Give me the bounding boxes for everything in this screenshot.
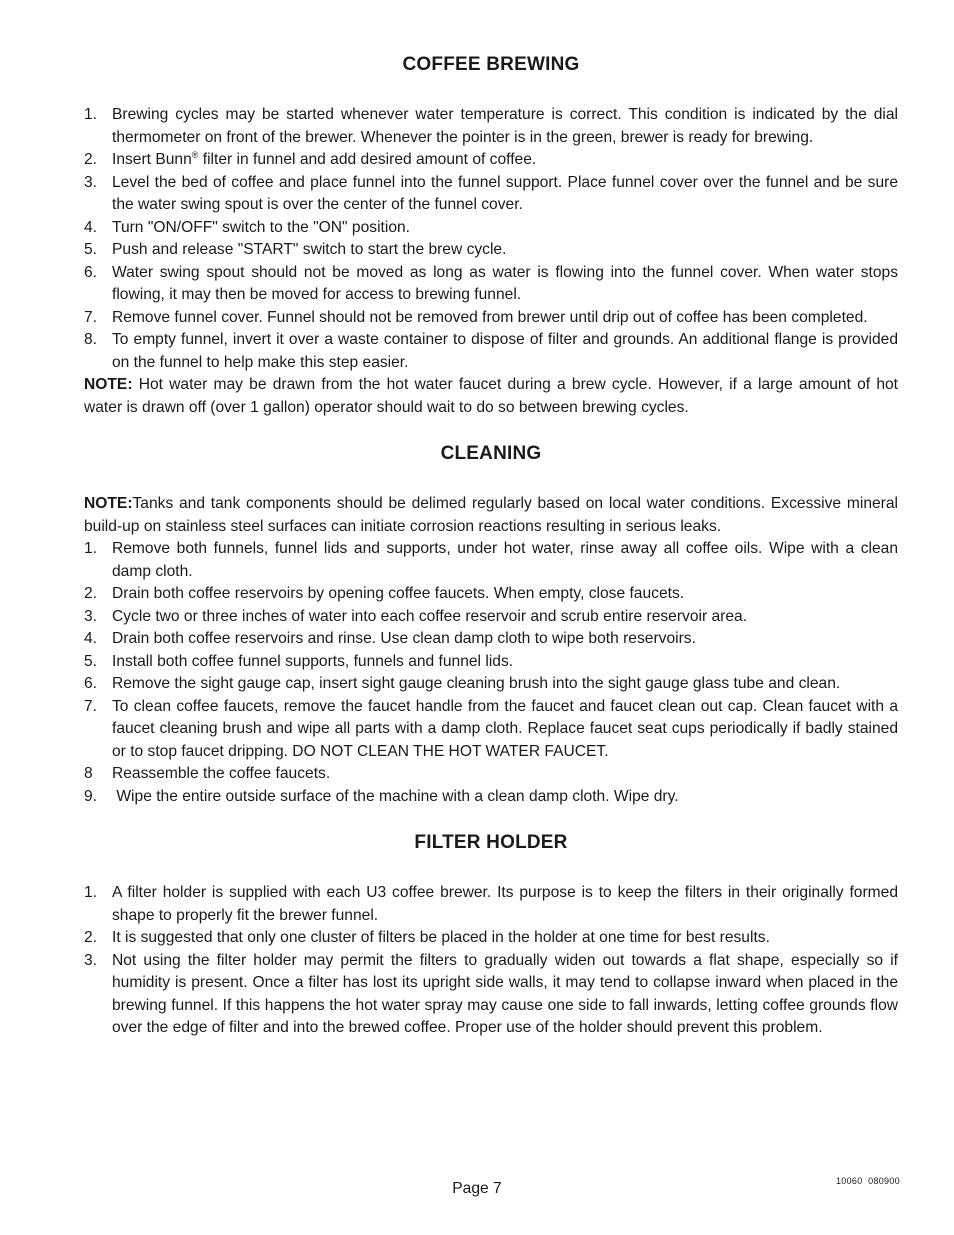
note-label: NOTE: (84, 495, 133, 512)
list-item (84, 763, 898, 786)
item-text: A filter holder is supplied with each U3 coffee brewer. Its purpose is to keep the filters in their originally formed shape to properly fit the brewer funnel. (112, 884, 898, 924)
section-coffee-brewing (84, 52, 898, 419)
list-item (84, 239, 898, 262)
list-item (84, 696, 898, 764)
item-number: 2. (84, 151, 98, 168)
list-item (84, 538, 898, 583)
item-number: 8 (84, 765, 93, 782)
item-number: 1. (84, 540, 98, 557)
section-filter-holder (84, 830, 898, 1040)
list-item (84, 149, 898, 172)
note-label: NOTE: (84, 376, 133, 393)
list-item (84, 217, 898, 240)
item-text: Drain both coffee reservoirs and rinse. Use clean damp cloth to wipe both reservoirs. (112, 630, 696, 647)
item-text: Water swing spout should not be moved as long as water is flowing into the funnel cover. When water stops flowing, it may then be moved for access to brewing funnel. (112, 263, 898, 303)
section-heading: CLEANING (440, 443, 542, 464)
item-text: Insert Bunn (112, 151, 192, 168)
item-text: filter in funnel and add desired amount of coffee. (198, 151, 537, 168)
item-text: Drain both coffee reservoirs by opening coffee faucets. When empty, close faucets. (112, 585, 685, 602)
list-item (84, 262, 898, 307)
item-text: Level the bed of coffee and place funnel into the funnel support. Place funnel cover over the funnel and be sure the water swing spout is over the center of the funnel cover. (112, 173, 898, 213)
page-number: Page 7 (452, 1180, 502, 1197)
item-text: Turn "ON/OFF" switch to the "ON" position. (112, 218, 411, 236)
item-text: To clean coffee faucets, remove the faucet handle from the faucet and faucet clean out cap. Clean faucet with a faucet cleaning brush and wipe all parts with a damp cloth. Replace faucet seat cups periodically if badly stained or to stop faucet dripping. DO NOT CLEAN THE HOT WATER FAUCET. (112, 697, 898, 760)
list-item (84, 329, 898, 374)
list-item (84, 606, 898, 629)
item-text: It is suggested that only one cluster of filters be placed in the holder at one time for best results. (112, 929, 770, 946)
list-item (84, 950, 898, 1040)
cleaning-steps-list (84, 538, 898, 808)
item-text: Reassemble the coffee faucets. (112, 765, 331, 782)
brewing-note (84, 374, 898, 419)
list-item (84, 307, 898, 330)
item-number: 4. (84, 218, 98, 236)
item-number: 8. (84, 331, 98, 348)
list-item (84, 172, 898, 217)
list-item (84, 882, 898, 927)
list-item (84, 673, 898, 696)
section-heading: FILTER HOLDER (414, 832, 568, 853)
list-item (84, 786, 898, 809)
item-number: 2. (84, 929, 98, 946)
item-number: 7. (84, 308, 98, 326)
item-number: 1. (84, 106, 98, 123)
cleaning-note (84, 493, 898, 538)
item-number: 5. (84, 241, 98, 258)
item-number: 4. (84, 630, 98, 647)
list-item (84, 583, 898, 606)
item-number: 5. (84, 652, 98, 670)
registered-mark: ® (191, 150, 199, 160)
item-text: Wipe the entire outside surface of the machine with a clean damp cloth. Wipe dry. (112, 787, 679, 805)
item-number: 6. (84, 263, 98, 281)
section-heading: COFFEE BREWING (402, 54, 580, 75)
item-text: Push and release "START" switch to start the brew cycle. (112, 241, 507, 258)
note-text: Hot water may be drawn from the hot water faucet during a brew cycle. However, if a large amount of hot water is drawn off (over 1 gallon) operator should wait to do so between brewing cycles. (84, 376, 898, 416)
item-text: Install both coffee funnel supports, funnels and funnel lids. (112, 652, 514, 670)
item-number: 3. (84, 607, 98, 625)
note-text: Tanks and tank components should be delimed regularly based on local water conditions. Excessive mineral build-up on stainless steel surfaces can initiate corrosion reactions resulting in serious leaks. (84, 495, 898, 535)
item-text: Brewing cycles may be started whenever water temperature is correct. This condition is indicated by the dial thermometer on front of the brewer. Whenever the pointer is in the green, brewer is ready for brewing. (112, 106, 898, 146)
item-number: 7. (84, 697, 98, 715)
list-item (84, 628, 898, 651)
item-text: Remove both funnels, funnel lids and supports, under hot water, rinse away all coffee oils. Wipe with a clean damp cloth. (112, 540, 898, 580)
item-number: 9. (84, 787, 98, 805)
item-number: 6. (84, 675, 98, 692)
section-cleaning (84, 441, 898, 808)
item-number: 2. (84, 585, 98, 602)
document-number: 10060 080900 (836, 1176, 900, 1186)
list-item (84, 104, 898, 149)
item-text: Not using the filter holder may permit the filters to gradually widen out towards a flat shape, especially so if humidity is present. Once a filter has lost its upright side walls, it may tend to collapse inward when placed in the brewing funnel. If this happens the hot water spray may cause one side to fall inwards, letting coffee grounds flow over the edge of filter and into the brewed coffee. Proper use of the holder should prevent this problem. (112, 951, 898, 1036)
item-number: 1. (84, 884, 98, 901)
item-text: Remove funnel cover. Funnel should not be removed from brewer until drip out of coffee has been completed. (112, 308, 868, 326)
list-item (84, 927, 898, 950)
brewing-steps-list (84, 104, 898, 374)
item-text: To empty funnel, invert it over a waste container to dispose of filter and grounds. An additional flange is provided on the funnel to help make this step easier. (112, 331, 898, 371)
item-number: 3. (84, 951, 98, 969)
filter-holder-list (84, 882, 898, 1040)
item-text: Cycle two or three inches of water into each coffee reservoir and scrub entire reservoir area. (112, 607, 748, 625)
item-number: 3. (84, 173, 98, 191)
item-text: Remove the sight gauge cap, insert sight gauge cleaning brush into the sight gauge glass tube and clean. (112, 675, 841, 692)
list-item (84, 651, 898, 674)
